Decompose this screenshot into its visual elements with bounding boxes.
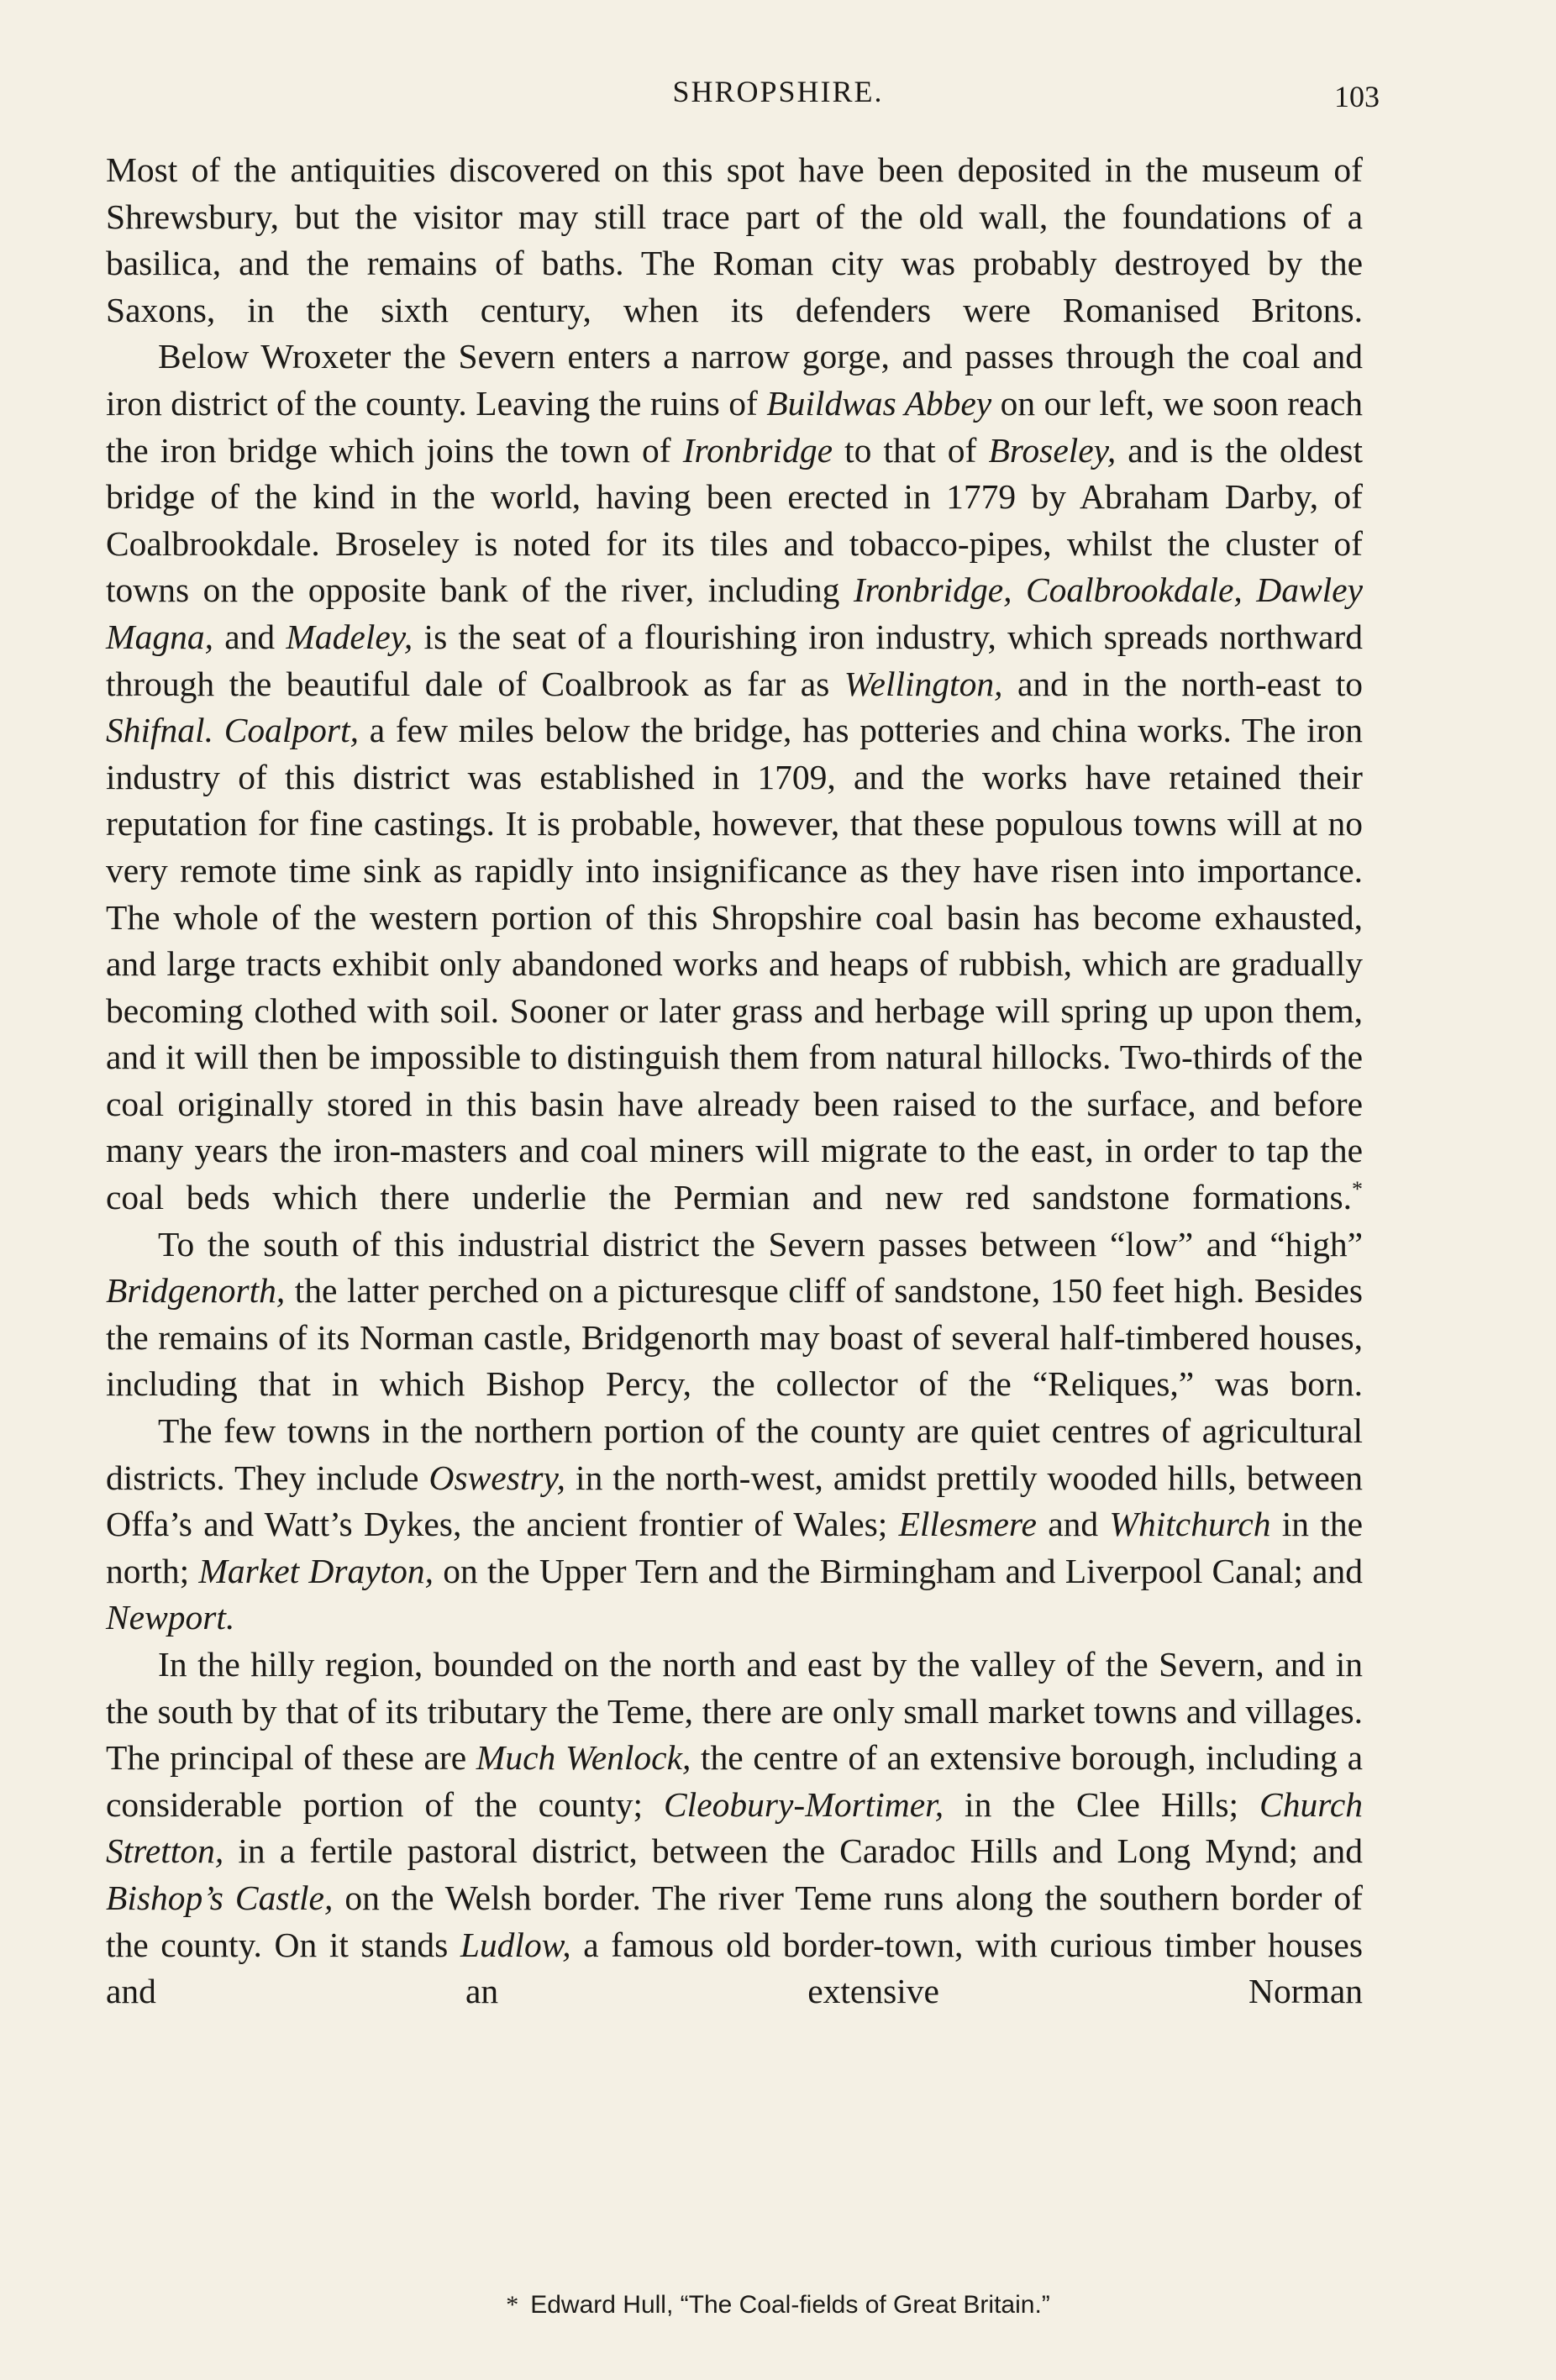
place-name: Newport.: [106, 1598, 235, 1637]
text-run: the latter perched on a picturesque cliff of sandstone, 150 feet high. Besides the remains of its Norman castle, Bridgenorth may boast of several half-timbered houses, including that in which Bishop Percy, the collector of the “Reliques,” was born.: [106, 1271, 1363, 1404]
place-name: Wellington,: [844, 664, 1003, 703]
place-name: Market Drayton,: [198, 1551, 434, 1590]
text-run: a famous old border-town, with curious timber houses and an extensive Norman: [106, 1925, 1363, 2011]
text-run: [213, 711, 224, 749]
text-run: and: [1036, 1505, 1110, 1544]
place-name: Broseley,: [988, 430, 1117, 470]
text-run: in a fertile pastoral district, between the Caradoc Hills and Long Mynd; and: [223, 1831, 1363, 1871]
text-run: on our left, we soon reach the iron bridge which joins the town of: [106, 383, 1363, 470]
text-run: In the hilly region, bounded on the north and east by the valley of the Severn, and in the south by that of its tributary the Teme, there are only small market towns and villages. The principal of these are: [106, 1645, 1363, 1778]
running-title: SHROPSHIRE.: [672, 75, 884, 108]
footnote-reference[interactable]: *: [1352, 1177, 1363, 1202]
place-name: Oswestry,: [428, 1458, 566, 1497]
place-name: Ellesmere: [898, 1505, 1037, 1544]
place-name: Church Stretton,: [106, 1784, 1363, 1871]
text-run: Below Wroxeter the Severn enters a narrow gorge, and passes through the coal and iron district of the county. Leaving the ruins of: [106, 337, 1363, 423]
paragraph-3: [106, 1222, 1363, 1408]
place-name: Bridgenorth,: [106, 1271, 286, 1311]
text-run: To the south of this industrial district the Severn passes between “low” and “high”: [158, 1224, 1363, 1264]
body-text: [106, 147, 1363, 2015]
place-name: Ludlow,: [460, 1925, 571, 1964]
place-name: Buildwas Abbey: [766, 383, 992, 423]
text-run: is the seat of a flourishing iron industry, which spreads northward through the beautiful dale of Coalbrook as far as: [106, 617, 1363, 703]
text-run: The few towns in the northern portion of the county are quiet centres of agricultural districts. They include: [106, 1411, 1363, 1497]
text-run: in the north-west, amidst prettily wooded hills, between Offa’s and Watt’s Dykes, the ancient frontier of Wales;: [106, 1458, 1363, 1544]
place-name: Madeley,: [286, 617, 413, 656]
running-head: [0, 74, 1556, 116]
footnote-symbol: *: [506, 2291, 519, 2319]
text-run: and is the oldest bridge of the kind in the world, having been erected in 1779 by Abraham Darby, of Coalbrookdale. Broseley is noted for its tiles and tobacco-pipes, whilst the cluster of towns on the opposite bank of the river, including: [106, 430, 1363, 610]
paragraph-4: [106, 1408, 1363, 1642]
place-name: Whitchurch: [1109, 1505, 1271, 1544]
text-run: the centre of an extensive borough, including a considerable portion of the county;: [106, 1738, 1363, 1824]
place-name: Bishop’s Castle,: [106, 1878, 334, 1917]
footnote: [0, 2291, 1556, 2320]
text-run: on the Welsh border. The river Teme runs along the southern border of the county. On it stands: [106, 1878, 1363, 1964]
place-name: Shifnal.: [106, 711, 213, 750]
text-run: to that of: [833, 430, 989, 470]
text-run: in the Clee Hills;: [944, 1784, 1260, 1824]
paragraph-1: [106, 147, 1363, 334]
text-run: in the north;: [106, 1505, 1363, 1590]
text-run: and in the north-east to: [1002, 664, 1363, 703]
page-number: 103: [1334, 80, 1380, 113]
text-run: and: [213, 617, 286, 656]
place-name: Coalport,: [223, 711, 359, 750]
place-name: Ironbridge: [682, 430, 833, 470]
paragraph-5: [106, 1642, 1363, 2015]
paragraph-2: [106, 334, 1363, 1221]
place-name: Ironbridge, Coalbrookdale, Dawley Magna,: [106, 570, 1363, 656]
place-name: Cleobury-Mortimer,: [663, 1784, 944, 1824]
text-run: Most of the antiquities discovered on this spot have been deposited in the museum of Shrewsbury, but the visitor may still trace part of the old wall, the foundations of a basilica, and the remains of baths. The Roman city was probably destroyed by the Saxons, in the sixth century, when its defenders were Romanised Britons.: [106, 150, 1363, 329]
footnote-text: Edward Hull, “The Coal-fields of Great Britain.”: [530, 2291, 1050, 2319]
text-run: a few miles below the bridge, has potteries and china works. The iron industry of this district was established in 1709, and the works have retained their reputation for fine castings. It is probable, however, that these populous towns will at no very remote time sink as rapidly into insignificance as they have risen into importance. The whole of the western portion of this Shropshire coal basin has become exhausted, and large tracts exhibit only abandoned works and heaps of rubbish, which are gradually becoming clothed with soil. Sooner or later grass and herbage will spring up upon them, and it will then be impossible to distinguish them from natural hillocks. Two-thirds of the coal originally stored in this basin have already been raised to the surface, and before many years the iron-masters and coal miners will migrate to the east, in order to tap the coal beds which there underlie the Permian and new red sandstone formations.: [106, 711, 1363, 1217]
place-name: Much Wenlock,: [476, 1738, 691, 1778]
text-run: on the Upper Tern and the Birmingham and Liverpool Canal; and: [434, 1551, 1363, 1590]
